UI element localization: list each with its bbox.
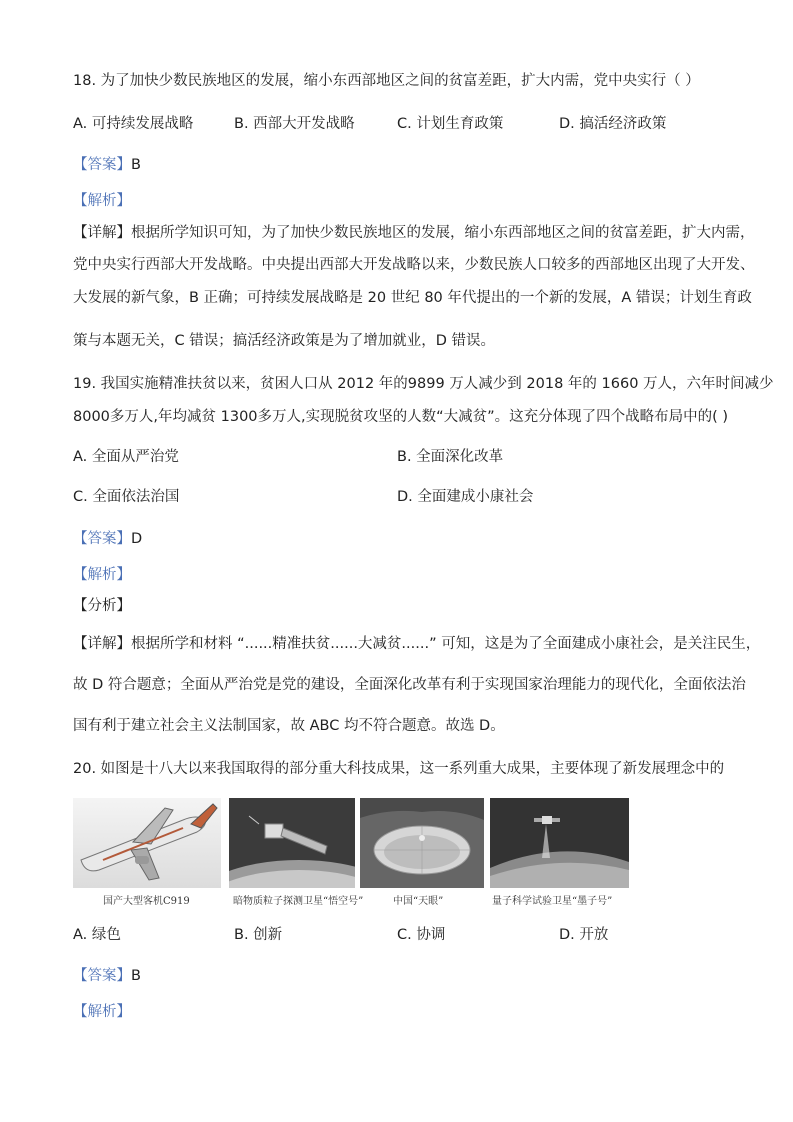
q20-option-b: B. 创新 [234,927,283,943]
q19-detail-line-1: 【详解】根据所学和材料 “......精准扶贫......大减贫......” 可知，这是为了全面建成小康社会，是关注民生， [73,636,761,652]
q19-option-b: B. 全面深化改革 [397,449,504,465]
answer-value: B [131,968,141,984]
q18-detail-line-2: 党中央实行西部大开发战略。中央提出西部大开发战略以来，少数民族人口较多的西部地区出现了大开发、 [73,257,755,273]
caption-tianyan: 中国“天眼” [393,896,444,907]
q19-answer [73,529,142,549]
q19-stem-line-1: 19. 我国实施精准扶贫以来，贫困人口从 2012 年的9899 万人减少到 2018 年的 1660 万人，六年时间减少 [73,376,774,392]
q20-option-c: C. 协调 [397,927,446,943]
c919-airplane-image [73,798,221,888]
answer-tag: 【答案】 [73,157,131,173]
q18-option-a: A. 可持续发展战略 [73,116,194,132]
q19-option-c: C. 全面依法治国 [73,489,180,505]
q18-detail-line-4: 策与本题无关，C 错误；搞活经济政策是为了增加就业，D 错误。 [73,333,496,349]
q20-option-d: D. 开放 [559,927,609,943]
answer-tag: 【答案】 [73,531,131,547]
q18-analysis-tag: 【解析】 [73,193,131,209]
caption-wukong: 暗物质粒子探测卫星“悟空号” [233,896,364,907]
mozi-satellite-image [490,798,629,888]
q20-option-a: A. 绿色 [73,927,121,943]
q18-answer [73,155,141,175]
q19-analysis-tag: 【解析】 [73,567,131,583]
q18-option-c: C. 计划生育政策 [397,116,504,132]
q18-detail-line-1: 【详解】根据所学知识可知，为了加快少数民族地区的发展，缩小东西部地区之间的贫富差距，扩大内需， [73,225,755,241]
answer-tag: 【答案】 [73,968,131,984]
q18-option-d: D. 搞活经济政策 [559,116,667,132]
fast-telescope-image [360,798,484,888]
wukong-satellite-image [229,798,355,888]
q20-stem: 20. 如图是十八大以来我国取得的部分重大科技成果，这一系列重大成果，主要体现了新发展理念中的 [73,761,725,777]
q20-image-row [73,798,629,910]
answer-value: B [131,157,141,173]
q20-answer [73,966,141,986]
q20-analysis-tag: 【解析】 [73,1004,131,1020]
caption-mozi: 量子科学试验卫星“墨子号” [492,896,613,907]
q19-stem-line-2: 8000多万人,年均减贫 1300多万人,实现脱贫攻坚的人数“大减贫”。这充分体现了四个战略布局中的( ) [73,409,729,425]
q19-detail-line-3: 国有利于建立社会主义法制国家，故 ABC 均不符合题意。故选 D。 [73,718,505,734]
q18-option-b: B. 西部大开发战略 [234,116,355,132]
caption-c919: 国产大型客机C919 [103,896,190,907]
q19-option-a: A. 全面从严治党 [73,449,179,465]
q19-detail-line-2: 故 D 符合题意；全面从严治党是党的建设，全面深化改革有利于实现国家治理能力的现代化，全面依法治 [73,677,746,693]
q18-detail-line-3: 大发展的新气象，B 正确；可持续发展战略是 20 世纪 80 年代提出的一个新的发展，A 错误；计划生育政 [73,290,752,306]
q19-option-d: D. 全面建成小康社会 [397,489,534,505]
answer-value: D [131,531,143,547]
q18-stem: 18. 为了加快少数民族地区的发展，缩小东西部地区之间的贫富差距，扩大内需，党中央实行（ ） [73,73,700,89]
q19-fenxi-tag: 【分析】 [73,598,131,614]
